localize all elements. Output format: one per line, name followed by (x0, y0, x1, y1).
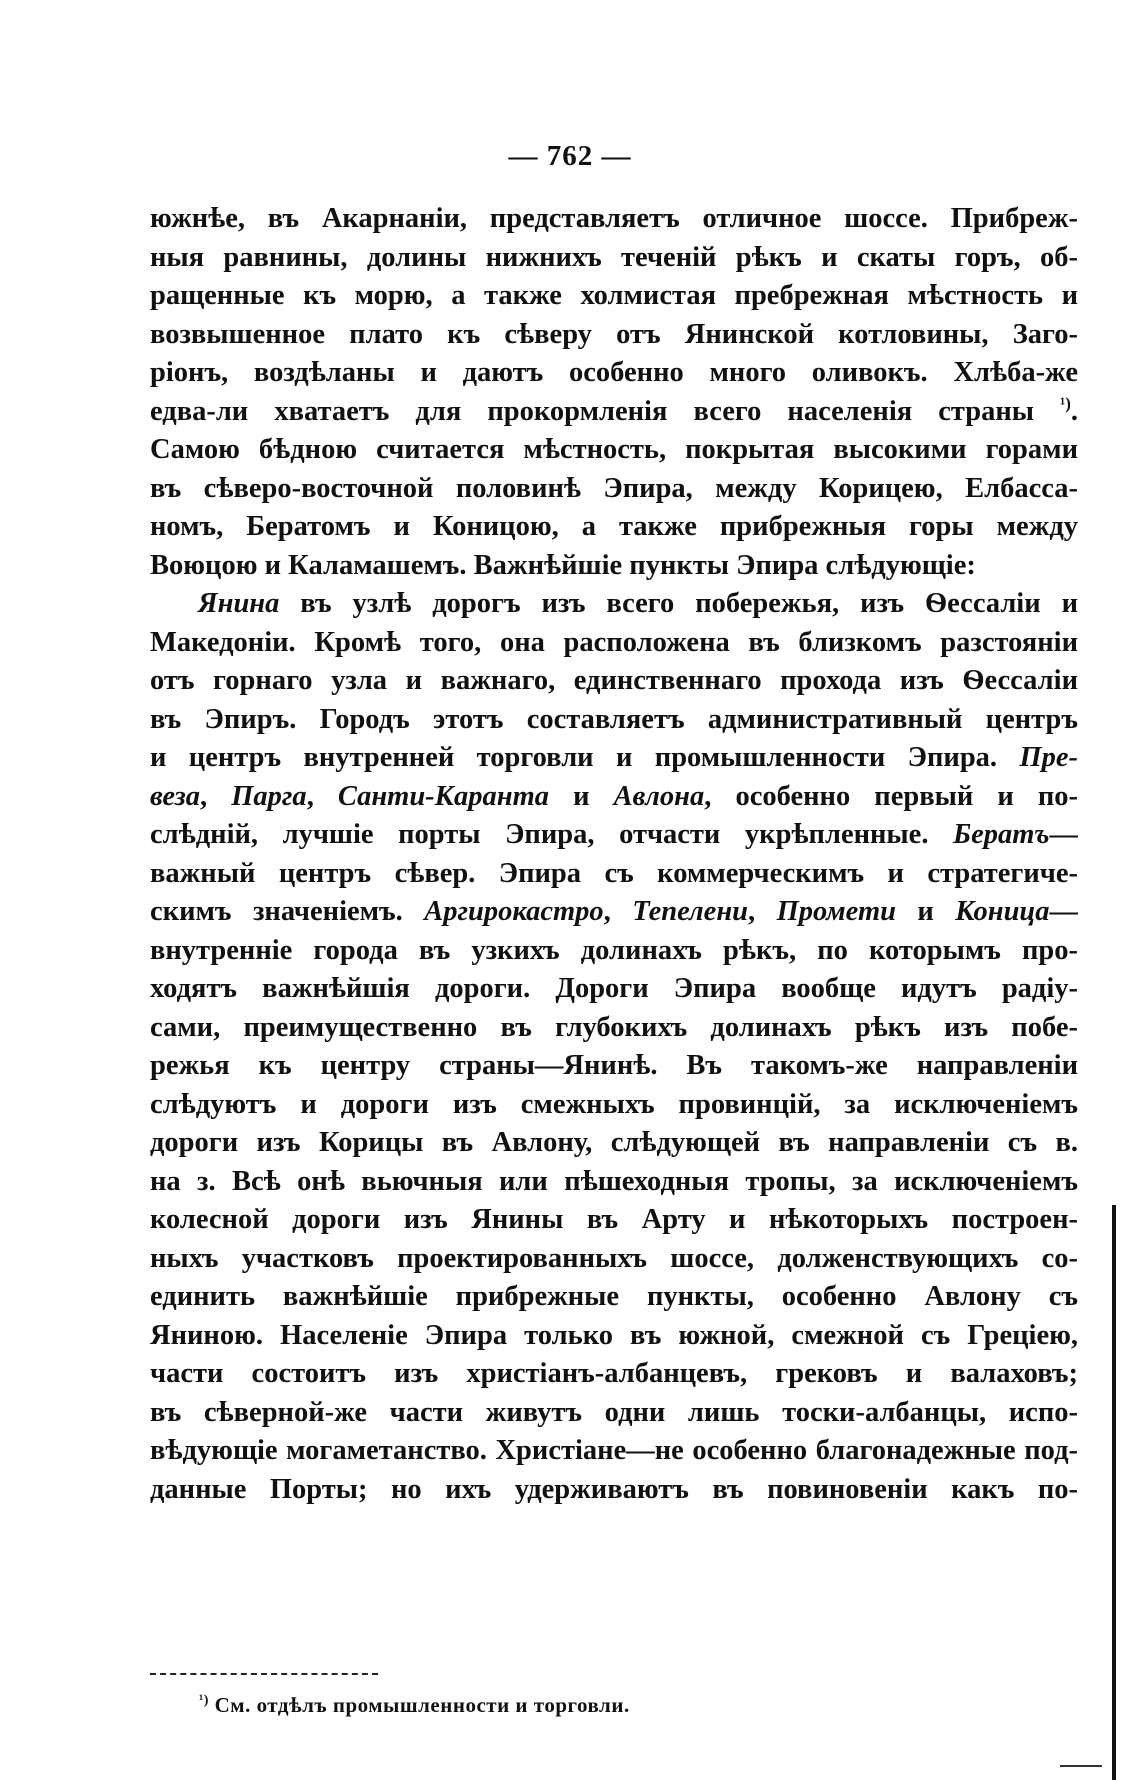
text-run: , (748, 896, 777, 927)
text-run: на з. Всѣ онѣ вьючныя или пѣшеходныя тропы, за исключеніемъ (150, 1165, 1078, 1197)
text-line (150, 1394, 1078, 1433)
text-run: — (1049, 819, 1078, 850)
text-line (150, 354, 1078, 393)
text-line (150, 739, 1078, 778)
text-run: отъ горнаго узла и важнаго, единственнаго прохода изъ Ѳессаліи (150, 665, 1078, 696)
text-run: и (549, 780, 614, 812)
text-run: ращенные къ морю, а также холмистая пребрежная мѣстность и (150, 280, 1078, 311)
text-run: сами, преимущественно въ глубокихъ долинахъ рѣкъ изъ побе- (150, 1011, 1078, 1043)
text-run: данные Порты; но ихъ удерживаютъ въ повиновеніи какъ по- (150, 1473, 1078, 1505)
scan-mark (1060, 1765, 1102, 1767)
text-run: едва-ли хватаетъ для прокормленія всего населенія страны (150, 395, 1061, 427)
text-line (150, 547, 1078, 586)
text-run: — (1049, 896, 1078, 927)
text-line (150, 200, 1078, 239)
text-run: Яниною. Населеніе Эпира только въ южной, смежной съ Греціею, (150, 1319, 1078, 1351)
text-line (150, 1201, 1078, 1240)
text-line (150, 624, 1078, 663)
page-binding-edge (1112, 1205, 1116, 1780)
footnote-marker: ¹) (199, 1693, 209, 1708)
text-line (150, 1471, 1078, 1510)
text-run: внутренніе города въ узкихъ долинахъ рѣкъ, по которымъ про- (150, 934, 1078, 966)
text-run: , (200, 780, 232, 812)
text-run: номъ, Бератомъ и Коницою, а также прибрежныя горы между (150, 511, 1078, 542)
text-line (150, 970, 1078, 1009)
text-line (150, 508, 1078, 547)
text-run: , (306, 780, 338, 812)
place-name: Янина (198, 588, 280, 619)
text-run: и (895, 896, 956, 927)
place-name: Коница (955, 896, 1050, 927)
place-name: Авлона (613, 780, 705, 812)
text-line (150, 316, 1078, 355)
text-run: въ узлѣ дорогъ изъ всего побережья, изъ Ѳессаліи и (279, 588, 1078, 619)
footnote-reference: ¹) (1060, 393, 1071, 413)
text-run: единить важнѣйшіе прибрежные пункты, особенно Авлону съ (150, 1281, 1078, 1312)
text-line (150, 1047, 1078, 1086)
text-run: въ сѣверной-же части живутъ одни лишь тоски-албанцы, испо- (150, 1396, 1078, 1428)
text-line (150, 1163, 1078, 1202)
text-line (150, 778, 1078, 817)
text-line (150, 277, 1078, 316)
footnote (199, 1693, 630, 1718)
text-run: режья къ центру страны—Янинѣ. Въ такомъ-же направленіи (150, 1050, 1078, 1081)
text-run: Воюцою и Каламашемъ. Важнѣйшіе пункты Эпира слѣдующіе: (150, 549, 976, 581)
text-run: ріонъ, воздѣланы и даютъ особенно много оливокъ. Хлѣба-же (150, 357, 1078, 388)
text-run: . (1070, 395, 1078, 427)
footnote-text: См. отдѣлъ промышленности и торговли. (208, 1693, 630, 1717)
text-line (150, 1124, 1078, 1163)
place-name: Пре- (1019, 742, 1078, 773)
text-line (150, 1355, 1078, 1394)
place-name: Бератъ (953, 819, 1050, 850)
text-run: скимъ значеніемъ. (150, 896, 425, 927)
text-run: Самою бѣдною считается мѣстность, покрытая высокими горами (150, 434, 1078, 465)
text-line (150, 893, 1078, 932)
text-line (150, 1432, 1078, 1471)
text-run: важный центръ сѣвер. Эпира съ коммерческимъ и стратегиче- (150, 857, 1078, 889)
text-run: ныхъ участковъ проектированныхъ шоссе, долженствующихъ со- (150, 1242, 1078, 1274)
place-name: веза (150, 780, 201, 812)
place-name: Парга (231, 780, 307, 812)
text-line (150, 585, 1078, 624)
text-line (150, 1086, 1078, 1125)
text-run: южнѣе, въ Акарнаніи, представляетъ отличное шоссе. Прибреж- (150, 203, 1078, 234)
text-run: дороги изъ Корицы въ Авлону, слѣдующей въ направленіи съ в. (150, 1127, 1078, 1158)
text-run: въ Эпиръ. Городъ этотъ составляетъ административный центръ (150, 703, 1078, 735)
text-run: вѣдующіе могаметанство. Христіане—не особенно благонадежные под- (150, 1435, 1078, 1466)
text-run: въ сѣверо-восточной половинѣ Эпира, между Корицею, Елбасса- (150, 472, 1078, 504)
text-run: ходятъ важнѣйшія дороги. Дороги Эпира вообще идутъ радіу- (150, 973, 1078, 1004)
text-run: слѣдуютъ и дороги изъ смежныхъ провинцій, за исключеніемъ (150, 1088, 1078, 1120)
text-run: ныя равнины, долины нижнихъ теченій рѣкъ и скаты горъ, об- (150, 241, 1078, 273)
main-text-block (150, 200, 1078, 1509)
text-run: , (603, 896, 633, 927)
text-line (150, 701, 1078, 740)
text-line (150, 816, 1078, 855)
text-line (150, 932, 1078, 971)
place-name: Санти-Каранта (337, 780, 549, 812)
text-line (150, 855, 1078, 894)
text-run: слѣдній, лучшіе порты Эпира, отчасти укрѣпленные. (150, 819, 954, 850)
text-line (150, 1240, 1078, 1279)
text-run: возвышенное плато къ сѣверу отъ Янинской котловины, Заго- (150, 318, 1078, 350)
text-run: и центръ внутренней торговли и промышленности Эпира. (150, 742, 1020, 773)
text-run: Македоніи. Кромѣ того, она расположена въ близкомъ разстояніи (150, 626, 1078, 658)
place-name: Тепелени (632, 896, 748, 927)
text-line (150, 239, 1078, 278)
text-line (150, 470, 1078, 509)
text-line (150, 662, 1078, 701)
place-name: Промети (776, 896, 896, 927)
text-line (150, 1009, 1078, 1048)
text-run: , особенно первый и по- (704, 780, 1078, 812)
text-line (150, 1317, 1078, 1356)
place-name: Аргирокастро (424, 896, 604, 927)
text-run: части состоитъ изъ христіанъ-албанцевъ, грековъ и валаховъ; (150, 1358, 1078, 1389)
footnote-separator (150, 1673, 378, 1675)
text-line (150, 393, 1078, 432)
page-number: — 762 — (508, 140, 632, 172)
text-run: колесной дороги изъ Янины въ Арту и нѣкоторыхъ построен- (150, 1204, 1078, 1235)
text-line (150, 431, 1078, 470)
text-line (150, 1278, 1078, 1317)
